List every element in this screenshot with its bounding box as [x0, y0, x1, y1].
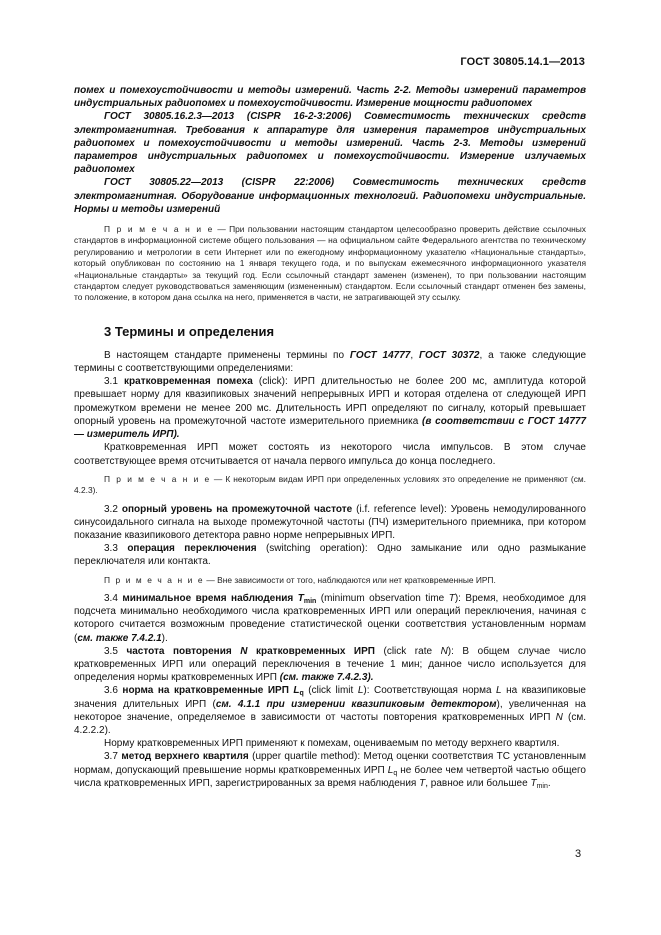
term-ref: см. также 7.4.2.1 — [77, 632, 162, 644]
note-paragraph — [74, 474, 586, 497]
math-subscript: q — [393, 769, 398, 777]
term-ref: (см. также 7.4.2.3). — [279, 672, 374, 684]
note-label: П р и м е ч а н и е — [104, 574, 205, 585]
term-3-2: 3.2 опорный уровень на промежуточной частоте (i.f. reference level): Уровень немодулированного синусоидального сигнала на выходе промежуточной частоты (ПЧ) измерительного приемника, при котором показание квазипикового детектора равно норме непрерывных ИРП. — [74, 503, 586, 541]
term-name: опорный уровень на промежуточной частоте — [121, 503, 353, 515]
term-3-6-continuation: Норму кратковременных ИРП применяют к помехам, оцениваемым по методу верхнего квартиля. — [104, 738, 560, 750]
note-text: — При пользовании настоящим стандартом целесообразно проверить действие ссылочных стандартов в информационной системе общего пользования — на официальном сайте Федерального агентства по техническому регулированию и метрологии в сети Интернет или по ежегодному информационному указателю «Национальные стандарты», который опубликован по состоянию на 1 января текущего года, и по выпускам ежемесячного информационного указателя «Национальные стандарты» за текущий год. Если ссылочный стандарт заменен (изменен), то при пользовании настоящим стандартом следует руководствоваться заменяющим (измененным) стандартом. Если ссылочный стандарт отменен без замены, то положение, в котором дана ссылка на него, применяется в части, не затрагивающей эту ссылку. — [74, 224, 586, 303]
math-symbol: N — [440, 645, 448, 657]
note-text: — Вне зависимости от того, наблюдаются или нет кратковременные ИРП. — [204, 574, 496, 585]
term-name: метод верхнего квартиля — [121, 751, 249, 763]
term-name: минимальное время наблюдения — [122, 592, 298, 604]
page-content — [74, 84, 586, 790]
math-symbol: T — [530, 777, 537, 789]
page-number: 3 — [575, 848, 582, 860]
math-symbol: N — [555, 711, 563, 723]
note-paragraph — [74, 224, 586, 304]
reference-item: ГОСТ 30805.16.2.3—2013 (CISPR 16-2-3:2006) Совместимость технических средств электромагнитная. Требования к аппаратуре для измерения параметров индустриальных радиопомех и помехоустойчивости и методы измерений. Часть 2-3. Методы измерений параметров индустриальных радиопомех и помехоустойчивости. Измерение излучаемых радиопомех — [74, 111, 586, 176]
term-name: кратковременных ИРП — [247, 645, 375, 657]
math-subscript: min — [536, 782, 548, 790]
term-ref: см. 4.1.1 при измерении квазипиковым детектором — [215, 698, 497, 710]
term-3-5: 3.5 частота повторения N кратковременных ИРП (click rate N): В общем случае число кратковременных ИРП или операций переключения в течение 1 мин; данное число используется для определения нормы кратковременных ИРП (см. также 7.4.2.3). — [74, 645, 586, 684]
section-heading: 3 Термины и определения — [104, 323, 275, 339]
document-header: ГОСТ 30805.14.1—2013 — [460, 56, 585, 68]
term-ref: (в соответствии с ГОСТ 14777 — измеритель ИРП). — [74, 415, 587, 441]
term-name: норма на кратковременные ИРП — [122, 685, 294, 697]
math-symbol: T — [297, 592, 304, 604]
math-symbol: T — [419, 777, 426, 789]
note-text: — К некоторым видам ИРП при определенных условиях это определение не применяют (см. 4.2.3). — [74, 473, 586, 496]
term-3-4: 3.4 минимальное время наблюдения $T_{min}$ (minimum observation time T): Время, необходимое для подсчета минимально необходимого числа кратковременных ИРП или операций переключения, начиная с которого считается возможным проведение статистической оценки соответствия установленным нормам (см. также 7.4.2.1). — [74, 592, 587, 644]
note-paragraph — [74, 575, 586, 586]
reference-item: ГОСТ 30805.22—2013 (CISPR 22:2006) Совместимость технических средств электромагнитная. Оборудование информационных технологий. Радиопомехи индустриальные. Нормы и методы измерений — [74, 177, 586, 215]
term-3-1-continuation: Кратковременная ИРП может состоять из некоторого числа импульсов. В этом случае соответствующее время отсчитывается от начала первого импульса до конца последнего. — [74, 442, 586, 467]
standard-ref: ГОСТ 30372 — [419, 349, 480, 361]
term-3-7: 3.7 метод верхнего квартиля (upper quartile method): Метод оценки соответствия ТС установленным нормам, допускающий превышение нормы кратковременных ИРП $L_q$ не более чем четвертой частью общего числа кратковременных ИРП, зарегистрированных за время наблюдения T, равное или большее $T_{min}$. — [74, 751, 586, 790]
term-name: кратковременная помеха — [124, 376, 253, 388]
math-symbol: N — [240, 645, 248, 657]
math-symbol: L — [293, 685, 300, 697]
math-symbol: L — [387, 764, 394, 776]
standard-ref: ГОСТ 14777 — [349, 349, 411, 361]
reference-item: помех и помехоустойчивости и методы измерений. Часть 2-2. Методы измерений параметров индустриальных радиопомех и помехоустойчивости. Измерение мощности радиопомех — [74, 85, 586, 110]
math-symbol: L — [357, 685, 364, 697]
term-3-3: 3.3 операция переключения (switching operation): Одно замыкание или одно размыкание переключателя или контакта. — [74, 543, 587, 568]
math-symbol: L — [496, 685, 502, 697]
math-subscript: q — [299, 690, 304, 698]
term-name: операция переключения — [127, 543, 257, 555]
note-label: П р и м е ч а н и е — [104, 473, 211, 484]
term-name: частота повторения — [126, 645, 241, 657]
term-3-1: 3.1 кратковременная помеха (click): ИРП длительностью не более 200 мс, амплитуда которой превышает норму для квазипиковых значений непрерывных ИРП и которая отделена от следующей ИРП промежутком времени не менее 200 мс. Длительность ИРП определяют по сигналу, который превышает опорный уровень на промежуточной частоте измерительного приемника (в соответствии с ГОСТ 14777 — измеритель ИРП). — [74, 376, 587, 441]
note-label: П р и м е ч а н и е — [104, 224, 214, 235]
math-subscript: min — [303, 597, 317, 605]
intro-paragraph: В настоящем стандарте применены термины по ГОСТ 14777, ГОСТ 30372, а также следующие термины с соответствующими определениями: — [74, 349, 587, 375]
term-3-6: 3.6 норма на кратковременные ИРП $L_q$ (click limit L): Соответствующая норма L на квазипиковые значения длительных ИРП (см. 4.1.1 при измерении квазипиковым детектором), увеличенная на некоторое значение, определяемое в зависимости от частоты повторения кратковременных ИРП N (см. 4.2.2.2). — [74, 685, 587, 736]
math-symbol: T — [448, 592, 455, 604]
